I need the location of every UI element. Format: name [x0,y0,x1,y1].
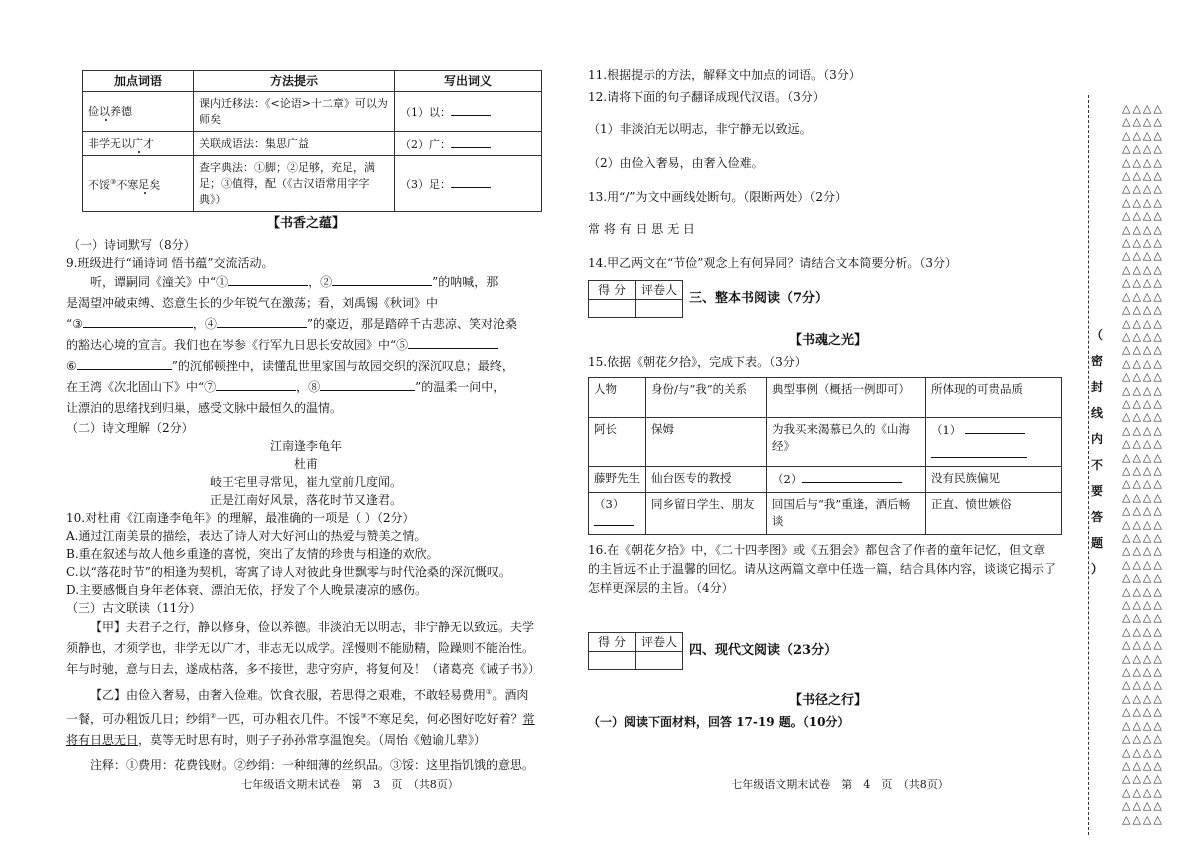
poem-line: 正是江南好风景，落花时节又逢君。 [209,493,402,507]
q9-line: “③ ，④ ”的豪迈，那是踏碎千古悲凉、笑对沧桑 [66,317,518,331]
table-cell: 藤野先生 [589,467,646,493]
triangle-row: △△△△ [1122,155,1164,169]
triangle-row: △△△△ [1122,115,1164,129]
score-label: 得 分 [589,281,636,300]
table-cell: 同乡留日学生、朋友 [646,493,767,535]
part-heading: （三）古文联读（11分） [66,601,202,615]
question-12: 12.请将下面的句子翻译成现代汉语。（3分） [588,90,825,104]
table-cell: （3） [589,493,646,535]
triangle-row: △△△△ [1122,678,1164,692]
table-row [83,132,542,156]
triangle-row: △△△△ [1122,504,1164,518]
triangle-row: △△△△ [1122,303,1164,317]
option-a[interactable]: A.通过江南美景的描绘，表达了诗人对大好河山的热爱与赞美之情。 [66,529,427,543]
blank-5[interactable] [408,336,498,349]
triangle-row: △△△△ [1122,182,1164,196]
triangle-row: △△△△ [1122,423,1164,437]
question-9: 9.班级进行“诵诗词 悟书蕴”交流活动。 [66,256,274,270]
triangle-row: △△△△ [1122,329,1164,343]
q16-line: 16.在《朝花夕拾》中，《二十四孝图》或《五猖会》都包含了作者的童年记忆，但文章 [588,543,1046,557]
triangle-row: △△△△ [1122,571,1164,585]
triangle-row: △△△△ [1122,289,1164,303]
triangle-row: △△△△ [1122,490,1164,504]
triangle-row: △△△△ [1122,396,1164,410]
poem-line: 岐王宅里寻常见，崔九堂前几度闻。 [209,475,402,489]
yi-passage: 一餐，可办粗饭几日；纱绢②一匹，可办粗衣几件。不馁③不寒足矣，何必图好吃好着？常 [66,712,535,726]
poem-title: 江南逢李龟年 [269,439,342,453]
table-row [589,493,1062,535]
section-title-shuhun: 【书魂之光】 [788,333,867,348]
table-cell: 保姆 [646,418,767,467]
q16-line: 的主旨远不止于温馨的回忆。请从这两篇文章中任选一篇，结合具体内容，谈谈它揭示了 [588,562,1057,576]
triangle-row: △△△△ [1122,249,1164,263]
part-heading: （二）诗文理解（2分） [66,421,194,435]
triangle-row: △△△△ [1122,128,1164,142]
jia-passage: 年与时驰，意与日去，遂成枯落，多不接世，悲守穷庐，将复何及！（诸葛亮《诫子书》） [66,662,541,676]
triangle-row: △△△△ [1122,222,1164,236]
answer-blank[interactable] [451,135,491,148]
triangle-row: △△△△ [1122,383,1164,397]
triangle-row: △△△△ [1122,370,1164,384]
triangle-row: △△△△ [1122,276,1164,290]
part-heading: （一）诗词默写（8分） [68,238,196,252]
vocab-word: 非学无以广才 [83,132,194,156]
triangle-row: △△△△ [1122,410,1164,424]
section-title-shuxiang: 【书香之蕴】 [266,216,345,231]
question-14: 14.甲乙两文在“节俭”观念上有何异同？请结合文本简要分析。（3分） [588,256,957,270]
yi-passage: 将有日思无日，莫等无时思有时，则子子孙孙常享温饱矣。（周怡《勉谕儿辈》） [66,733,487,747]
yi-passage: 【乙】由俭入奢易，由奢入俭难。饮食衣服，若思得之艰难，不敢轻易费用①。酒肉 [90,688,529,702]
option-b[interactable]: B.重在叙述与故人他乡重逢的喜悦，突出了友情的珍贵与相逢的欢欣。 [66,547,439,561]
triangle-row: △△△△ [1122,356,1164,370]
table-header-cell: 所体现的可贵品质 [926,378,1062,418]
answer-blank[interactable] [802,470,902,483]
q12-sentence-1: （1）非淡泊无以明志，非宁静无以致远。 [588,122,812,136]
score-block-4 [588,632,1068,670]
triangle-row: △△△△ [1122,624,1164,638]
answer-blank[interactable] [931,445,1027,458]
page-footer-right: 七年级语文期末试卷 第 4 页 （共8页） [731,778,949,791]
jia-passage: 【甲】夫君子之行，静以修身，俭以养德。非淡泊无以明志，非宁静无以致远。夫学 [90,620,535,634]
triangle-row: △△△△ [1122,665,1164,679]
triangle-row: △△△△ [1122,812,1164,826]
score-cell[interactable] [589,300,636,318]
question-16 [588,541,1068,598]
q9-line: ⑥ ”的沉郁顿挫中，读懂乱世里家国与故园交织的深沉叹息；最终， [66,359,514,373]
table-header-cell: 人物 [589,378,646,418]
grader-cell[interactable] [636,300,683,318]
poem-author: 杜甫 [293,457,318,471]
blank-7[interactable] [216,378,296,391]
q9-passage [66,272,546,419]
table-row [589,467,1062,493]
table-header-cell: 典型事例（概括一例即可） [767,378,926,418]
vocab-table [82,70,542,212]
q16-line: 怎样更深层的主旨。（4分） [588,581,734,595]
vocab-method: 关联成语法：集思广益 [194,132,395,156]
table-header-cell: 身份/与“我”的关系 [646,378,767,418]
triangle-row: △△△△ [1122,584,1164,598]
grader-label: 评卷人 [636,633,683,652]
question-13: 13.用“/”为文中画线处断句。（限断两处）（2分） [588,190,848,204]
triangle-row: △△△△ [1122,102,1164,115]
notes: 注释：①费用：花费钱财。②纱绢：一种细薄的丝织品。③馁：这里指饥饿的意思。 [90,758,535,772]
q9-line: 的豁达心境的宣言。我们也在岑参《行军九日思长安故园》中“⑤ [66,335,546,356]
vocab-word: 不馁③不寒足矣 [83,156,194,212]
triangle-row: △△△△ [1122,691,1164,705]
vocab-answer: （1）以： [395,92,542,132]
triangle-row: △△△△ [1122,209,1164,223]
option-c[interactable]: C.以“落花时节”的相逢为契机，寄寓了诗人对彼此身世飘零与时代沧桑的深沉慨叹。 [66,565,511,579]
answer-blank[interactable] [594,513,634,526]
triangle-row: △△△△ [1122,142,1164,156]
triangle-row: △△△△ [1122,638,1164,652]
dotted-char: 以 [99,104,110,118]
seal-line-notice: （ 密 封 线 内 不 要 答 题 ） [1090,328,1103,576]
question-11: 11.根据提示的方法，解释文中加点的词语。（3分） [588,68,861,82]
table-header-cell: 写出词义 [395,71,542,92]
triangle-row: △△△△ [1122,262,1164,276]
triangle-row: △△△△ [1122,517,1164,531]
left-page [66,70,546,776]
grader-label: 评卷人 [636,281,683,300]
q9-line: 是渴望冲破束缚、恣意生长的少年锐气在激荡；看，刘禹锡《秋词》中 [66,296,439,310]
triangle-row: △△△△ [1122,557,1164,571]
table-row [589,378,1062,418]
answer-blank[interactable] [451,175,491,188]
q9-line: 听，谭嗣同《潼关》中“① ，② ”的呐喊，那 [90,275,499,289]
section-heading-4: 四、现代文阅读（23分） [689,643,838,658]
page-footer-left: 七年级语文期末试卷 第 3 页 （共8页） [241,778,459,791]
q9-line: 在王湾《次北固山下》中“⑦ ，⑧ ”的温柔一问中， [66,380,506,394]
q9-line: 让漂泊的思绪找到归巢，感受文脉中最恒久的温情。 [66,401,343,415]
triangle-row: △△△△ [1122,544,1164,558]
triangle-pattern [1122,102,1192,826]
table-cell: （2） [767,467,926,493]
table-cell: 正直、愤世嫉俗 [926,493,1062,535]
grader-cell[interactable] [636,652,683,670]
table-cell: 回国后与“我”重逢，酒后畅谈 [767,493,926,535]
table-row [83,92,542,132]
vocab-answer: （3）足： [395,156,542,212]
q12-sentence-2: （2）由俭入奢易，由奢入俭难。 [588,156,764,170]
table-cell: 仙台医专的教授 [646,467,767,493]
score-block-3 [588,280,1068,318]
triangle-row: △△△△ [1122,450,1164,464]
triangle-row: △△△△ [1122,477,1164,491]
section-title-shujing: 【书径之行】 [788,693,867,708]
table-cell: （1） [926,418,1062,467]
table-cell: 阿长 [589,418,646,467]
answer-blank[interactable] [451,103,491,116]
blank-2[interactable] [332,273,432,286]
dotted-char: 足 [138,178,150,192]
blank-4[interactable] [217,315,307,328]
answer-blank[interactable] [965,421,1025,434]
section-heading-3: 三、整本书阅读（7分） [689,291,829,306]
table-header-cell: 方法提示 [194,71,395,92]
underlined-sentence: 将有日思无日 [66,733,139,747]
triangle-row: △△△△ [1122,718,1164,732]
vocab-method: 课内迁移法：《<论语>十二章》可以为师矣 [194,92,395,132]
table-header-cell: 加点词语 [83,71,194,92]
dotted-char: 广 [132,136,143,150]
triangle-row: △△△△ [1122,785,1164,799]
triangle-row: △△△△ [1122,531,1164,544]
q15-table [588,377,1062,535]
score-label: 得 分 [589,633,636,652]
table-cell: 没有民族偏见 [926,467,1062,493]
triangle-row: △△△△ [1122,463,1164,477]
triangle-row: △△△△ [1122,758,1164,772]
triangle-row: △△△△ [1122,732,1164,746]
blank-8[interactable] [320,378,415,391]
table-cell: 为我买来渴慕已久的《山海经》 [767,418,926,467]
classical-text [66,617,546,776]
triangle-row: △△△△ [1122,316,1164,330]
triangle-row: △△△△ [1122,236,1164,250]
vocab-method: 查字典法：①脚；②足够，充足，满足；③值得，配（《古汉语常用字字典》） [194,156,395,212]
table-row [83,156,542,212]
triangle-row: △△△△ [1122,195,1164,209]
score-box [588,632,683,670]
triangle-row: △△△△ [1122,598,1164,612]
question-15: 15.依据《朝花夕拾》，完成下表。（3分） [588,355,807,369]
triangle-row: △△△△ [1122,437,1164,451]
triangle-row: △△△△ [1122,745,1164,759]
question-10: 10.对杜甫《江南逢李龟年》的理解，最准确的一项是（ ）（2分） [66,511,415,525]
blank-1[interactable] [228,273,308,286]
blank-6[interactable] [77,357,172,370]
part-heading: （一）阅读下面材料，回答 17-19 题。（10分） [588,715,850,729]
blank-3[interactable] [83,315,193,328]
vocab-table-header [83,71,542,92]
triangle-row: △△△△ [1122,799,1164,813]
triangle-row: △△△△ [1122,705,1164,719]
option-d[interactable]: D.主要感慨自身年老体衰、漂泊无依，抒发了个人晚景凄凉的感伤。 [66,583,428,597]
triangle-row: △△△△ [1122,169,1164,183]
vocab-answer: （2）广： [395,132,542,156]
jia-passage: 须静也，才须学也，非学无以广才，非志无以成学。淫慢则不能励精，险躁则不能治性。 [66,641,535,655]
vocab-word: 俭以养德 [83,92,194,132]
triangle-row: △△△△ [1122,772,1164,786]
right-page [588,66,1068,731]
triangle-row: △△△△ [1122,651,1164,665]
triangle-row: △△△△ [1122,611,1164,625]
table-row [589,418,1062,467]
score-box [588,280,683,318]
triangle-row: △△△△ [1122,343,1164,357]
score-cell[interactable] [589,652,636,670]
q13-text: 常 将 有 日 思 无 日 [588,222,695,236]
